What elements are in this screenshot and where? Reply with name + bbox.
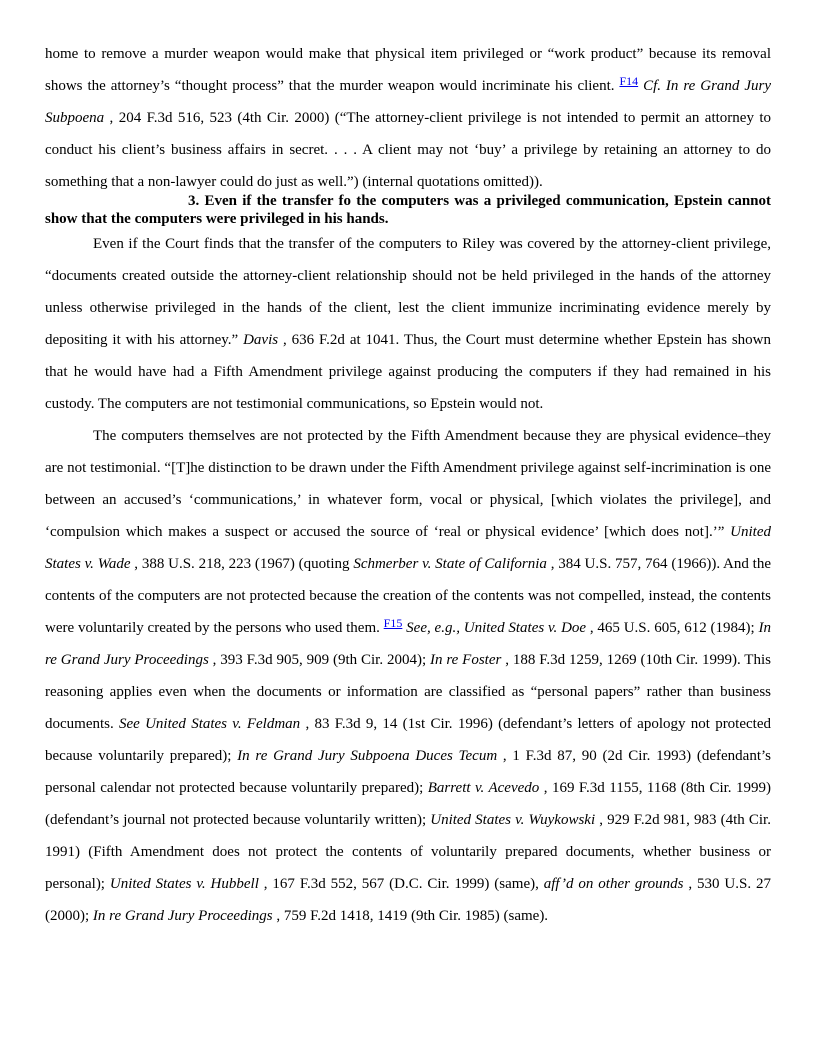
- text-run: home to remove a murder weapon would make that physical item privileged or “work product” because its removal shows the attorney’s “thought process” that the murder weapon would incriminate his client.: [45, 46, 771, 94]
- case-citation: Barrett v. Acevedo: [427, 780, 540, 796]
- case-citation: United States v. Wade: [45, 524, 771, 572]
- section-heading: 3. Even if the transfer fo the computers was a privileged communication, Epstein cannot show that the computers were privileged in his hands.: [45, 193, 771, 227]
- text-run: , 169 F.3d 1155, 1168 (8th Cir. 1999) (defendant’s journal not protected because voluntarily written);: [45, 780, 772, 828]
- case-citation: In re Grand Jury Proceedings: [45, 620, 771, 668]
- case-citation: aff’d on other grounds: [543, 876, 684, 892]
- text-run: , 384 U.S. 757, 764 (1966)). And the contents of the computers are not protected because the creation of the contents was not compelled, instead, the contents were voluntarily created by the persons who used them.: [45, 556, 771, 636]
- case-citation: In re Foster: [429, 652, 502, 668]
- text-run: The computers themselves are not protected by the Fifth Amendment because they are physical evidence–they are not testimonial. “[T]he distinction to be drawn under the Fifth Amendment privilege against self-incrimination is one between an accused’s ‘communications,’ in whatever form, vocal or physical, [which violates the privilege], and ‘compulsion which makes a suspect or accused the source of ‘real or physical evidence’ [which does not].’”: [45, 428, 771, 540]
- text-run: , 636 F.2d at 1041. Thus, the Court must determine whether Epstein has shown that he would have had a Fifth Amendment privilege against producing the computers if they had remained in his custody. The computers are not testimonial communications, so Epstein would not.: [45, 332, 771, 412]
- footnote-link-f15[interactable]: F15: [383, 616, 403, 630]
- case-citation: United States v. Hubbell: [109, 876, 259, 892]
- text-run: , 393 F.3d 905, 909 (9th Cir. 2004);: [208, 652, 430, 668]
- footnote-link-f14[interactable]: F14: [619, 74, 639, 88]
- case-citation: Schmerber v. State of California: [353, 556, 547, 572]
- case-citation: Cf. In re Grand Jury Subpoena: [45, 78, 771, 126]
- paragraph-privilege: [45, 228, 771, 420]
- paragraph-continuation: [45, 38, 771, 198]
- case-citation: Davis: [243, 332, 279, 348]
- text-run: , 530 U.S. 27 (2000);: [45, 876, 771, 924]
- case-citation: In re Grand Jury Proceedings: [92, 908, 273, 924]
- case-citation: In re Grand Jury Subpoena Duces Tecum: [237, 748, 498, 764]
- text-run: , 465 U.S. 605, 612 (1984);: [586, 620, 759, 636]
- paragraph-fifth-amendment: [45, 420, 771, 932]
- text-run: , 167 F.3d 552, 567 (D.C. Cir. 1999) (same),: [258, 876, 544, 892]
- text-run: , 204 F.3d 516, 523 (4th Cir. 2000) (“The attorney-client privilege is not intended to permit an attorney to conduct his client’s business affairs in secret. . . . A client may not ‘buy’ a privilege by retaining an attorney to do something that a non-lawyer could do just as well.”) (internal quotations omitted)).: [45, 110, 771, 190]
- case-citation: See United States v. Feldman: [119, 716, 301, 732]
- document-page: [45, 38, 771, 932]
- text-run: , 83 F.3d 9, 14 (1st Cir. 1996) (defendant’s letters of apology not protected because voluntarily prepared);: [45, 716, 771, 764]
- text-run: , 759 F.2d 1418, 1419 (9th Cir. 1985) (same).: [272, 908, 549, 924]
- text-run: , 188 F.3d 1259, 1269 (10th Cir. 1999). This reasoning applies even when the documents or information are classified as “personal papers” rather than business documents.: [45, 652, 771, 732]
- text-run: , 388 U.S. 218, 223 (1967) (quoting: [130, 556, 354, 572]
- case-citation: United States v. Wuykowski: [430, 812, 596, 828]
- case-citation: See, e.g., United States v. Doe: [406, 620, 587, 636]
- text-run: , 929 F.2d 981, 983 (4th Cir. 1991) (Fifth Amendment does not protect the contents of voluntarily prepared documents, whether business or personal);: [45, 812, 771, 892]
- text-run: Even if the Court finds that the transfer of the computers to Riley was covered by the attorney-client privilege, “documents created outside the attorney-client relationship should not be held privileged in the hands of the attorney unless otherwise privileged in the hands of the client, lest the client immunize incriminating evidence merely by depositing it with his attorney.”: [45, 236, 771, 348]
- text-run: , 1 F.3d 87, 90 (2d Cir. 1993) (defendant’s personal calendar not protected because voluntarily prepared);: [45, 748, 772, 796]
